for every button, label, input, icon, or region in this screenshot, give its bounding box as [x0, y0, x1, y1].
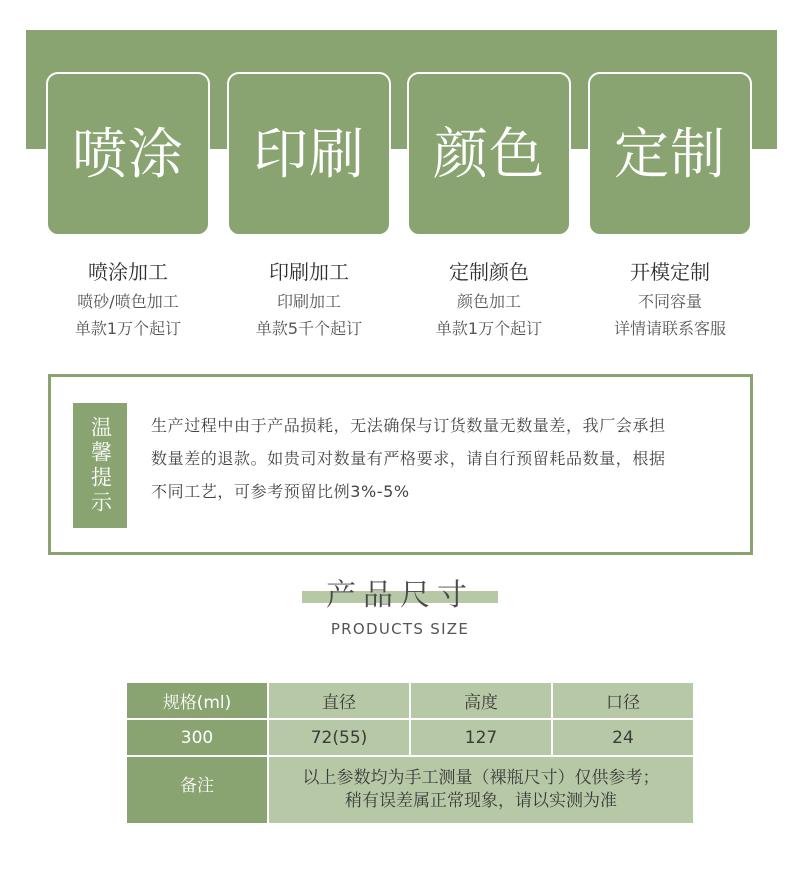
- spec-header-cell: 直径: [269, 683, 409, 718]
- service-desc: 颜色加工: [456, 292, 521, 311]
- spec-header-cell: 高度: [411, 683, 551, 718]
- service-info-custom: [575, 256, 765, 342]
- service-title: 喷涂加工: [88, 260, 168, 284]
- service-title: 定制颜色: [449, 260, 529, 284]
- spec-header-cell: 规格(ml): [127, 683, 267, 718]
- service-desc: 喷砂/喷色加工: [77, 292, 179, 311]
- service-desc: 单款5千个起订: [255, 319, 363, 338]
- notice-box: [48, 374, 753, 555]
- section-title: 产品尺寸: [326, 578, 474, 613]
- spec-data-row: [127, 720, 693, 755]
- spec-cell: 300: [127, 720, 267, 755]
- spec-note-line: 稍有误差属正常现象，请以实测为准: [345, 791, 617, 811]
- service-card-label: 喷涂: [71, 121, 184, 186]
- service-info-spray: [33, 256, 223, 342]
- notice-line: 生产过程中由于产品损耗，无法确保与订货数量无数量差，我厂会承担: [151, 416, 666, 435]
- spec-cell: 127: [411, 720, 551, 755]
- service-desc: 印刷加工: [276, 292, 341, 311]
- notice-text: [151, 409, 741, 508]
- service-title: 印刷加工: [269, 260, 349, 284]
- service-card-custom: [588, 72, 752, 236]
- service-info-color: [394, 256, 584, 342]
- service-desc: 单款1万个起订: [74, 319, 182, 338]
- spec-header-cell: 口径: [553, 683, 693, 718]
- service-info-print: [214, 256, 404, 342]
- notice-line: 不同工艺，可参考预留比例3%-5%: [151, 482, 410, 501]
- notice-line: 数量差的退款。如贵司对数量有严格要求，请自行预留耗品数量，根据: [151, 449, 666, 468]
- spec-cell: 24: [553, 720, 693, 755]
- spec-note-label: 备注: [127, 757, 267, 823]
- spec-cell: 72(55): [269, 720, 409, 755]
- notice-tag: 温馨提示: [73, 403, 127, 528]
- spec-note-line: 以上参数均为手工测量（裸瓶尺寸）仅供参考；: [302, 768, 660, 788]
- service-card-label: 印刷: [252, 121, 365, 186]
- spec-table: [125, 681, 695, 825]
- service-card-label: 颜色: [432, 121, 545, 186]
- service-desc: 单款1万个起订: [435, 319, 543, 338]
- service-card-color: [407, 72, 571, 236]
- service-title: 开模定制: [630, 260, 710, 284]
- service-card-spray: [46, 72, 210, 236]
- section-subtitle: PRODUCTS SIZE: [330, 620, 470, 638]
- service-card-label: 定制: [613, 121, 726, 186]
- spec-note-row: [127, 757, 693, 823]
- service-desc: 不同容量: [637, 292, 702, 311]
- service-desc: 详情请联系客服: [613, 319, 726, 338]
- spec-note: [269, 757, 693, 823]
- service-card-print: [227, 72, 391, 236]
- spec-header-row: [127, 683, 693, 718]
